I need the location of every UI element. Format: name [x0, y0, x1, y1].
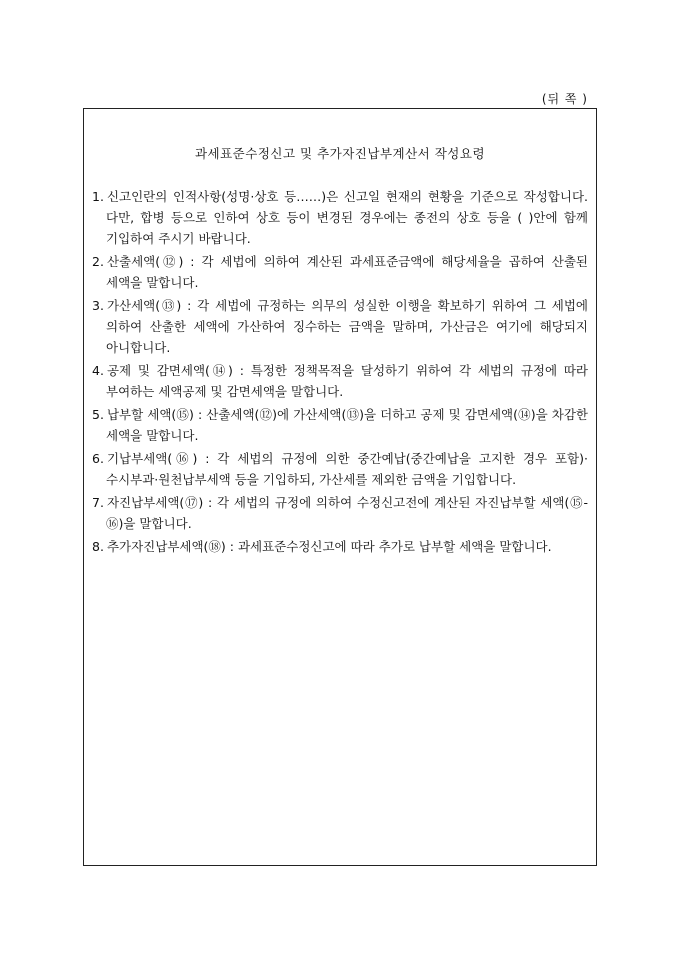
instruction-item: [92, 251, 588, 293]
instruction-item: [92, 404, 588, 446]
item-text: 납부할 세액(⑮) : 산출세액(⑫)에 가산세액(⑬)을 더하고 공제 및 감면세액(⑭)을 차감한 세액을 말합니다.: [106, 407, 588, 443]
item-text: 추가자진납부세액(⑱) : 과세표준수정신고에 따라 추가로 납부할 세액을 말합니다.: [106, 539, 552, 554]
item-number: 1.: [92, 189, 104, 204]
instruction-item: [92, 186, 588, 249]
instruction-item: [92, 448, 588, 490]
item-number: 7.: [92, 495, 104, 510]
item-number: 6.: [92, 451, 104, 466]
item-text: 공제 및 감면세액(⑭) : 특정한 정책목적을 달성하기 위하여 각 세법의 규정에 따라 부여하는 세액공제 및 감면세액을 말합니다.: [106, 363, 588, 399]
instruction-item: [92, 536, 588, 557]
item-number: 4.: [92, 363, 104, 378]
instruction-item: [92, 295, 588, 358]
item-number: 8.: [92, 539, 104, 554]
document-title: 과세표준수정신고 및 추가자진납부계산서 작성요령: [194, 146, 486, 161]
instruction-list: [92, 186, 588, 559]
instruction-item: [92, 492, 588, 534]
item-number: 5.: [92, 407, 104, 422]
item-text: 산출세액(⑫) : 각 세법에 의하여 계산된 과세표준금액에 해당세율을 곱하여 산출된 세액을 말합니다.: [106, 254, 588, 290]
page-side-label: (뒤 쪽 ): [541, 92, 588, 106]
item-number: 3.: [92, 298, 104, 313]
instruction-item: [92, 360, 588, 402]
item-text: 기납부세액(⑯) : 각 세법의 규정에 의한 중간예납(중간예납을 고지한 경우 포함)·수시부과·원천납부세액 등을 기입하되, 가산세를 제외한 금액을 기입합니다.: [106, 451, 588, 487]
item-number: 2.: [92, 254, 104, 269]
item-text: 신고인란의 인적사항(성명·상호 등……)은 신고일 현재의 현황을 기준으로 작성합니다. 다만, 합병 등으로 인하여 상호 등이 변경된 경우에는 종전의 상호 등을 ( )안에 함께 기입하여 주시기 바랍니다.: [106, 189, 588, 246]
item-text: 자진납부세액(⑰) : 각 세법의 규정에 의하여 수정신고전에 계산된 자진납부할 세액(⑮-⑯)을 말합니다.: [106, 495, 588, 531]
item-text: 가산세액(⑬) : 각 세법에 규정하는 의무의 성실한 이행을 확보하기 위하여 그 세법에 의하여 산출한 세액에 가산하여 징수하는 금액을 말하며, 가산금은 여기에 해당되지 아니합니다.: [106, 298, 588, 355]
